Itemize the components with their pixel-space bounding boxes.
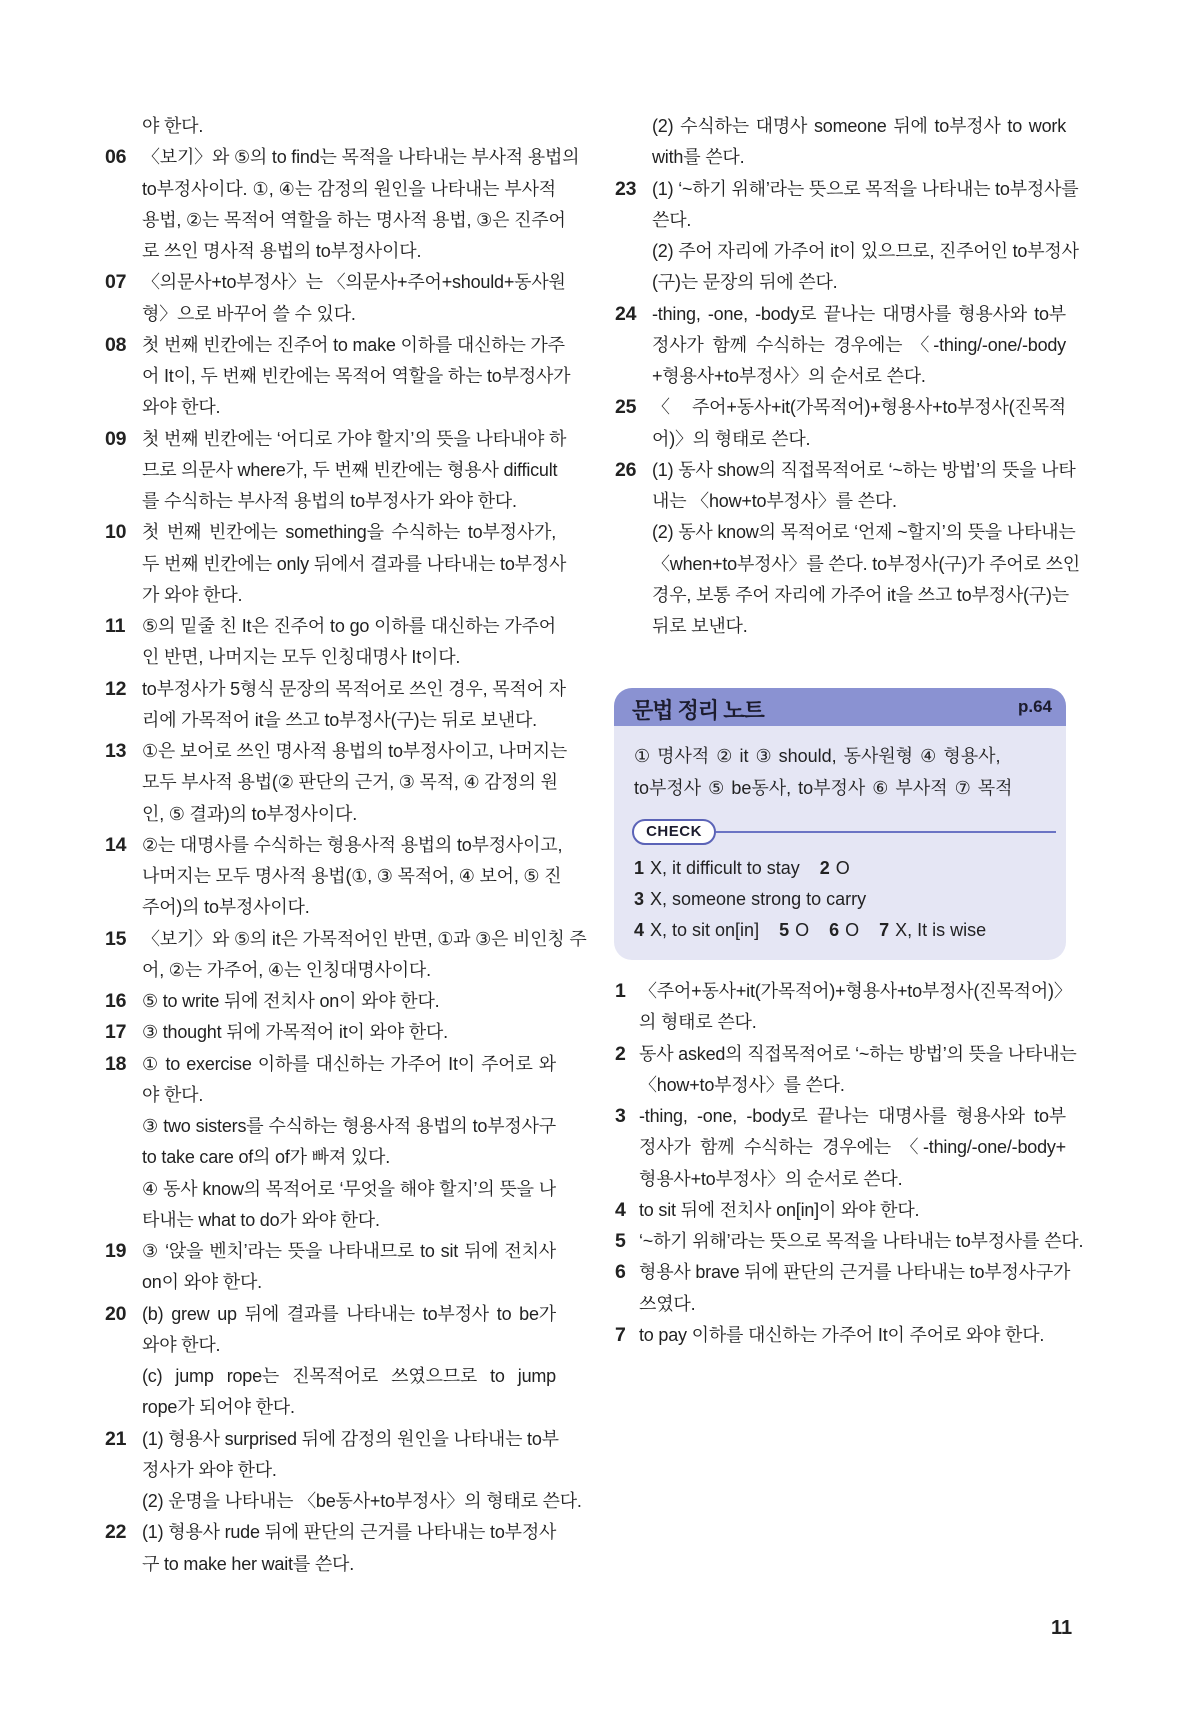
check-item-answer: O	[795, 920, 810, 940]
explanation-line: 첫 번째 빈칸에는 ‘어디로 가야 할지’의 뜻을 나타내야 하	[142, 428, 567, 449]
question-number: 17	[105, 1021, 127, 1044]
check-item-answer: X, It is wise	[895, 920, 987, 940]
question-number: 20	[105, 1302, 127, 1325]
explanation-line: 의 형태로 쓴다.	[639, 1012, 757, 1033]
question-number: 7	[615, 1323, 626, 1346]
explanation-line: 형용사+to부정사〉의 순서로 쓴다.	[639, 1168, 903, 1189]
explanation-line: 와야 한다.	[142, 397, 221, 418]
explanation-line: -thing, -one, -body로 끝나는 대명사를 형용사와 to부	[639, 1106, 1066, 1126]
question-number: 22	[105, 1521, 127, 1544]
explanation-line: ①은 보어로 쓰인 명사적 용법의 to부정사이고, 나머지는	[142, 741, 568, 761]
explanation-line: 어, ②는 가주어, ④는 인칭대명사이다.	[142, 959, 431, 980]
check-answer-row	[634, 888, 866, 910]
explanation-line: 야 한다.	[142, 116, 204, 136]
explanation-line: (1) 동사 show의 직접목적어로 ‘~하는 방법’의 뜻을 나타	[652, 459, 1076, 480]
explanation-line: 타내는 what to do가 와야 한다.	[142, 1209, 380, 1230]
question-number: 11	[105, 615, 126, 637]
check-item-number: 7	[879, 920, 890, 940]
explanation-line: ③ two sisters를 수식하는 형용사적 용법의 to부정사구	[142, 1116, 556, 1136]
check-divider	[716, 831, 1056, 833]
explanation-line: 구 to make her wait를 쓴다.	[142, 1553, 355, 1574]
explanation-line: 두 번째 빈칸에는 only 뒤에서 결과를 나타내는 to부정사	[142, 553, 567, 574]
grammar-note-page-ref: p.64	[1017, 697, 1052, 716]
explanation-line: 가 와야 한다.	[142, 584, 243, 605]
explanation-entry	[615, 1257, 1071, 1320]
explanation-line: (2) 동사 know의 목적어로 ‘언제 ~할지’의 뜻을 나타내는	[652, 522, 1076, 543]
check-answer-row	[634, 919, 986, 941]
grammar-note-answers-line: ① 명사적 ② it ③ should, 동사원형 ④ 형용사,	[634, 746, 1001, 766]
explanation-line: 형용사 brave 뒤에 판단의 근거를 나타내는 to부정사구가	[639, 1262, 1071, 1283]
explanation-line: ‘~하기 위해’라는 뜻으로 목적을 나타내는 to부정사를 쓴다.	[639, 1231, 1084, 1251]
check-item-answer: X, it difficult to stay	[650, 858, 800, 878]
check-item-answer: O	[845, 920, 860, 940]
explanation-line: 쓰였다.	[639, 1293, 696, 1314]
question-number: 25	[615, 396, 637, 419]
question-number: 6	[615, 1261, 626, 1284]
check-item-number: 3	[634, 889, 645, 909]
explanation-entry	[105, 986, 556, 1017]
explanation-line: (c) jump rope는 진목적어로 쓰였으므로 to jump	[142, 1366, 556, 1386]
explanation-entry	[615, 1101, 1066, 1195]
question-number: 21	[105, 1427, 127, 1450]
check-item-answer: X, someone strong to carry	[650, 889, 867, 909]
explanation-line: (1) 형용사 rude 뒤에 판단의 근거를 나타내는 to부정사	[142, 1522, 557, 1543]
explanation-line: +형용사+to부정사〉의 순서로 쓴다.	[652, 366, 926, 386]
explanation-line: to take care of의 of가 빠져 있다.	[142, 1147, 391, 1168]
explanation-entry	[105, 1299, 556, 1424]
explanation-line: 첫 번째 빈칸에는 something을 수식하는 to부정사가,	[142, 522, 556, 543]
explanation-line: (구)는 문장의 뒤에 쓴다.	[652, 272, 838, 293]
check-item-answer: X, to sit on[in]	[650, 920, 760, 940]
question-number: 08	[105, 333, 127, 356]
question-number: 10	[105, 521, 127, 544]
question-number: 1	[615, 980, 626, 1002]
question-number: 13	[105, 740, 127, 762]
explanation-line: (2) 주어 자리에 가주어 it이 있으므로, 진주어인 to부정사	[652, 241, 1079, 261]
explanation-entry	[105, 924, 587, 987]
explanation-entry	[105, 1017, 556, 1048]
check-item-answer: O	[835, 858, 850, 878]
page-number: 11	[1051, 1617, 1073, 1639]
explanation-line: 나머지는 모두 명사적 용법(①, ③ 목적어, ④ 보어, ⑤ 진	[142, 866, 562, 886]
explanation-entry	[615, 1320, 1066, 1351]
explanation-line: with를 쓴다.	[652, 147, 745, 168]
answer-explanations-left-column	[105, 111, 587, 1580]
explanation-line: on이 와야 한다.	[142, 1272, 262, 1293]
explanation-entry	[615, 392, 1066, 455]
explanation-line: 뒤로 보낸다.	[652, 616, 748, 636]
explanation-line: ⑤의 밑줄 친 It은 진주어 to go 이하를 대신하는 가주어	[142, 616, 556, 636]
explanation-line: 〈보기〉와 ⑤의 to find는 목적을 나타내는 부사적 용법의	[142, 147, 580, 168]
explanation-entry	[105, 674, 566, 737]
check-answer-row	[634, 857, 850, 879]
explanation-entry	[105, 330, 571, 424]
explanation-line: (2) 운명을 나타내는 〈be동사+to부정사〉의 형태로 쓴다.	[142, 1491, 582, 1511]
explanation-line: rope가 되어야 한다.	[142, 1397, 295, 1418]
question-number: 3	[615, 1105, 626, 1127]
question-number: 26	[615, 458, 637, 481]
question-number: 09	[105, 427, 127, 450]
explanation-line: (2) 수식하는 대명사 someone 뒤에 to부정사 to work	[652, 116, 1066, 136]
explanation-line: ②는 대명사를 수식하는 형용사적 용법의 to부정사이고,	[142, 834, 563, 855]
explanation-line: ④ 동사 know의 목적어로 ‘무엇을 해야 할지’의 뜻을 나	[142, 1178, 556, 1199]
explanation-entry	[615, 1195, 1066, 1226]
check-item-number: 4	[634, 920, 645, 940]
question-number: 15	[105, 927, 127, 950]
explanation-entry	[615, 299, 1066, 393]
question-number: 19	[105, 1240, 127, 1262]
explanation-line: 정사가 함께 수식하는 경우에는 〈-thing/-one/-body	[652, 334, 1066, 355]
question-number: 24	[615, 302, 637, 325]
grammar-note-answers-line: to부정사 ⑤ be동사, to부정사 ⑥ 부사적 ⑦ 목적	[634, 778, 1013, 798]
grammar-note-title: 문법 정리 노트	[632, 698, 764, 723]
question-number: 23	[615, 177, 637, 200]
question-number: 5	[615, 1230, 626, 1252]
explanation-line: (1) ‘~하기 위해’라는 뜻으로 목적을 나타내는 to부정사를	[652, 178, 1079, 199]
explanation-line: 인 반면, 나머지는 모두 인칭대명사 It이다.	[142, 647, 461, 668]
explanation-line: (1) 형용사 surprised 뒤에 감정의 원인을 나타내는 to부	[142, 1428, 559, 1449]
explanation-line: 어)〉의 형태로 쓴다.	[652, 428, 811, 449]
question-number: 4	[615, 1198, 626, 1221]
explanation-entry	[615, 976, 1072, 1039]
question-number: 16	[105, 990, 127, 1012]
grammar-note-box	[614, 688, 1066, 960]
explanation-line: 로 쓰인 명사적 용법의 to부정사이다.	[142, 241, 422, 261]
explanation-entry	[105, 142, 580, 267]
explanation-line: 므로 의문사 where가, 두 번째 빈칸에는 형용사 difficult	[142, 459, 558, 480]
explanation-line: 인, ⑤ 결과)의 to부정사이다.	[142, 803, 358, 824]
question-number: 14	[105, 833, 127, 856]
explanation-line: 어 It이, 두 번째 빈칸에는 목적어 역할을 하는 to부정사가	[142, 366, 571, 386]
explanation-entry	[105, 424, 567, 518]
check-item-number: 2	[819, 858, 830, 878]
explanation-entry	[615, 1039, 1077, 1102]
explanation-entry	[105, 1424, 582, 1518]
explanation-line: 〈주어+동사+it(가목적어)+형용사+to부정사(진목적	[652, 397, 1066, 418]
grammar-note-header	[614, 688, 1066, 726]
explanation-line: 용법, ②는 목적어 역할을 하는 명사적 용법, ③은 진주어	[142, 209, 566, 230]
explanation-line: 쓴다.	[652, 209, 692, 230]
explanation-line: to부정사가 5형식 문장의 목적어로 쓰인 경우, 목적어 자	[142, 678, 566, 699]
explanation-line: 첫 번째 빈칸에는 진주어 to make 이하를 대신하는 가주	[142, 334, 565, 355]
explanation-line: to부정사이다. ①, ④는 감정의 원인을 나타내는 부사적	[142, 178, 556, 199]
explanation-entry	[105, 830, 563, 924]
explanation-line: 〈how+to부정사〉를 쓴다.	[639, 1074, 845, 1095]
question-number: 06	[105, 146, 127, 169]
question-number: 12	[105, 677, 127, 700]
answer-explanations-right-column	[615, 111, 1080, 642]
question-number: 18	[105, 1052, 127, 1075]
explanation-line: 내는 〈how+to부정사〉를 쓴다.	[652, 491, 897, 511]
explanation-entry	[105, 267, 566, 330]
explanation-line: 주어)의 to부정사이다.	[142, 897, 310, 918]
explanation-line: 모두 부사적 용법(② 판단의 근거, ③ 목적, ④ 감정의 원	[142, 772, 558, 793]
question-number: 2	[615, 1042, 626, 1065]
explanation-line: -thing, -one, -body로 끝나는 대명사를 형용사와 to부	[652, 303, 1066, 324]
explanation-line: 정사가 함께 수식하는 경우에는 〈-thing/-one/-body+	[639, 1137, 1066, 1158]
explanation-entry	[105, 1517, 556, 1580]
explanation-line: 와야 한다.	[142, 1334, 221, 1355]
explanation-line: 〈주어+동사+it(가목적어)+형용사+to부정사(진목적어)〉	[639, 981, 1072, 1001]
explanation-entry	[105, 736, 568, 830]
explanation-entry	[105, 1049, 556, 1237]
check-label-badge: CHECK	[632, 819, 716, 845]
explanation-line: 형〉으로 바꾸어 쓸 수 있다.	[142, 303, 356, 324]
explanation-entry	[105, 1236, 556, 1299]
explanation-line: ③ ‘앉을 벤치’라는 뜻을 나타내므로 to sit 뒤에 전치사	[142, 1241, 556, 1261]
explanation-line: 야 한다.	[142, 1084, 204, 1105]
question-number: 07	[105, 271, 127, 294]
grammar-note-explanations	[615, 976, 1084, 1351]
explanation-line: ③ thought 뒤에 가목적어 it이 와야 한다.	[142, 1022, 448, 1043]
explanation-entry	[105, 111, 556, 142]
explanation-line: to sit 뒤에 전치사 on[in]이 와야 한다.	[639, 1199, 920, 1220]
explanation-line: 를 수식하는 부사적 용법의 to부정사가 와야 한다.	[142, 491, 517, 511]
explanation-line: 〈보기〉와 ⑤의 it은 가목적어인 반면, ①과 ③은 비인칭 주	[142, 928, 587, 949]
explanation-line: ⑤ to write 뒤에 전치사 on이 와야 한다.	[142, 991, 440, 1011]
explanation-line: 리에 가목적어 it을 쓰고 to부정사(구)는 뒤로 보낸다.	[142, 709, 537, 730]
explanation-line: 〈의문사+to부정사〉는 〈의문사+주어+should+동사원	[142, 272, 566, 293]
explanation-entry	[615, 111, 1066, 174]
explanation-line: to pay 이하를 대신하는 가주어 It이 주어로 와야 한다.	[639, 1324, 1045, 1345]
explanation-line: 정사가 와야 한다.	[142, 1459, 277, 1480]
explanation-entry	[615, 1226, 1084, 1257]
explanation-line: 경우, 보통 주어 자리에 가주어 it을 쓰고 to부정사(구)는	[652, 584, 1069, 605]
check-item-number: 1	[634, 858, 645, 878]
explanation-line: 동사 asked의 직접목적어로 ‘~하는 방법’의 뜻을 나타내는	[639, 1043, 1077, 1064]
check-item-number: 6	[829, 920, 840, 940]
explanation-line: ① to exercise 이하를 대신하는 가주어 It이 주어로 와	[142, 1053, 556, 1074]
explanation-line: 〈when+to부정사〉를 쓴다. to부정사(구)가 주어로 쓰인	[652, 553, 1080, 574]
explanation-entry	[615, 455, 1080, 643]
explanation-line: (b) grew up 뒤에 결과를 나타내는 to부정사 to be가	[142, 1303, 556, 1324]
check-item-number: 5	[779, 920, 790, 940]
explanation-entry	[615, 174, 1079, 299]
explanation-entry	[105, 517, 567, 611]
explanation-entry	[105, 611, 556, 674]
